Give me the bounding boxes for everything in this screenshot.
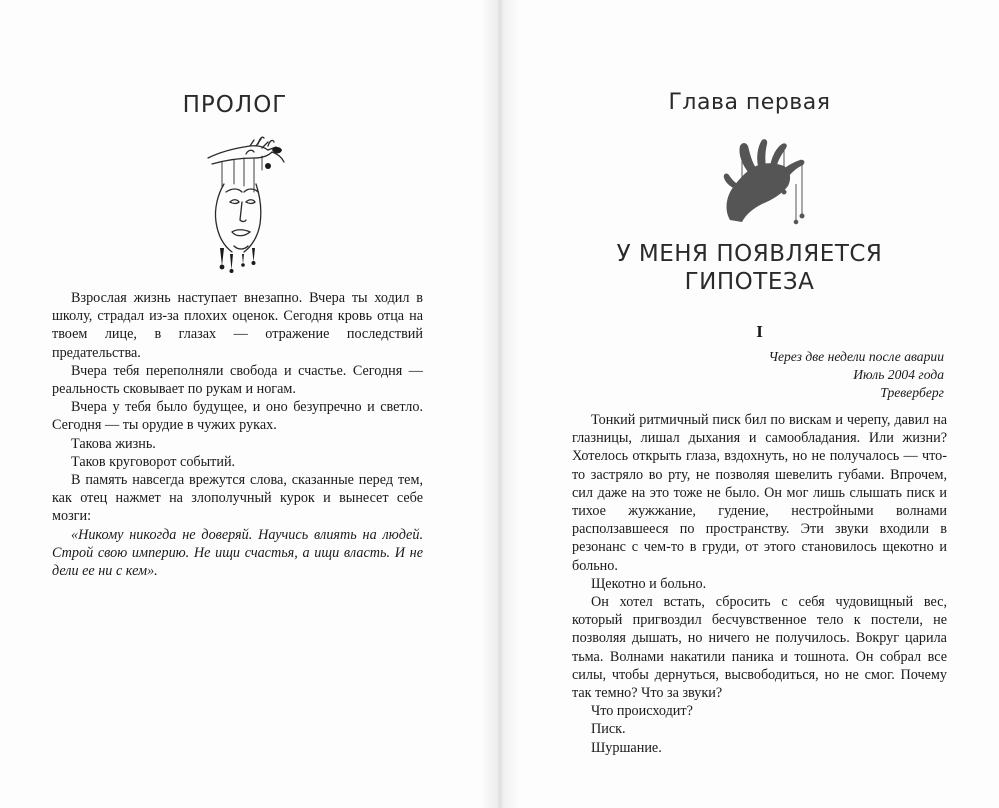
section-number: I xyxy=(756,322,763,341)
prolog-text xyxy=(52,289,423,580)
chapter-paragraph: Писк. xyxy=(591,721,626,738)
chapter-paragraph: Он хотел встать, сбросить с себя чудовищный вес, который пригвоздил бесчувственное тело к постели, не позволяя дышать, но ничего не получилось. Вокруг царила тьма. Волнами накатили паника и тошнота. Он собрал все силы, чтобы дернуться, высвободиться, но не смог. Почему так темно? Что за звуки? xyxy=(572,594,947,702)
chapter-title xyxy=(500,240,999,296)
prolog-paragraph: В память навсегда врежутся слова, сказанные перед тем, как отец нажмет на злополучный курок и вынесет себе мозги: xyxy=(52,472,423,525)
epigraph-line: Через две недели после аварии xyxy=(768,349,944,364)
chapter-paragraph: Тонкий ритмичный писк бил по вискам и черепу, давил на глазницы, лишал дыхания и самообладания. Или жизни? Хотелось открыть глаза, вздохнуть, но не получалось — что-то застряло во рту, не позволяя шевелить губами. Впрочем, сил даже на это тоже не было. Он мог лишь слышать писк и тихое жужжание, гудение, нестройными волнами расползавшееся по пространству. Эти звуки входили в резонанс с чем-то в груди, от этого становилось щекотно и больно. xyxy=(572,412,947,574)
prolog-paragraph: Взрослая жизнь наступает внезапно. Вчера ты ходил в школу, страдал из-за плохих оценок. Сегодня кровь отца на твоем лице, в глазах — отражение последствий предательства. xyxy=(52,290,423,361)
epigraph xyxy=(624,348,944,402)
prolog-quote: «Никому никогда не доверяй. Научись влиять на людей. Строй свою империю. Не ищи счастья, а ищи власть. И не дели ее ни с кем». xyxy=(52,526,423,580)
chapter-paragraph: Щекотно и больно. xyxy=(591,575,707,592)
puppet-hand-face-illustration xyxy=(198,136,290,274)
prolog-paragraph: Таков круговорот событий. xyxy=(71,453,236,470)
chapter-title-line: ГИПОТЕЗА xyxy=(684,269,815,295)
dark-hand-illustration xyxy=(718,134,810,226)
chapter-text xyxy=(572,411,947,757)
book-gutter xyxy=(480,0,520,808)
prolog-paragraph: Вчера тебя переполняли свобода и счастье. Сегодня — реальность сковывает по рукам и ногам. xyxy=(52,362,423,398)
chapter-paragraph: Что происходит? xyxy=(591,703,693,720)
prolog-title: ПРОЛОГ xyxy=(182,92,288,118)
chapter-title-line: У МЕНЯ ПОЯВЛЯЕТСЯ xyxy=(616,241,883,267)
epigraph-line: Июль 2004 года xyxy=(853,367,944,382)
chapter-paragraph: Шуршание. xyxy=(591,739,662,756)
epigraph-line: Треверберг xyxy=(880,385,944,400)
prolog-paragraph: Такова жизнь. xyxy=(71,435,156,452)
prolog-paragraph: Вчера у тебя было будущее, и оно безупречно и светло. Сегодня — ты орудие в чужих руках. xyxy=(52,399,423,434)
chapter-label: Глава первая xyxy=(668,90,831,115)
